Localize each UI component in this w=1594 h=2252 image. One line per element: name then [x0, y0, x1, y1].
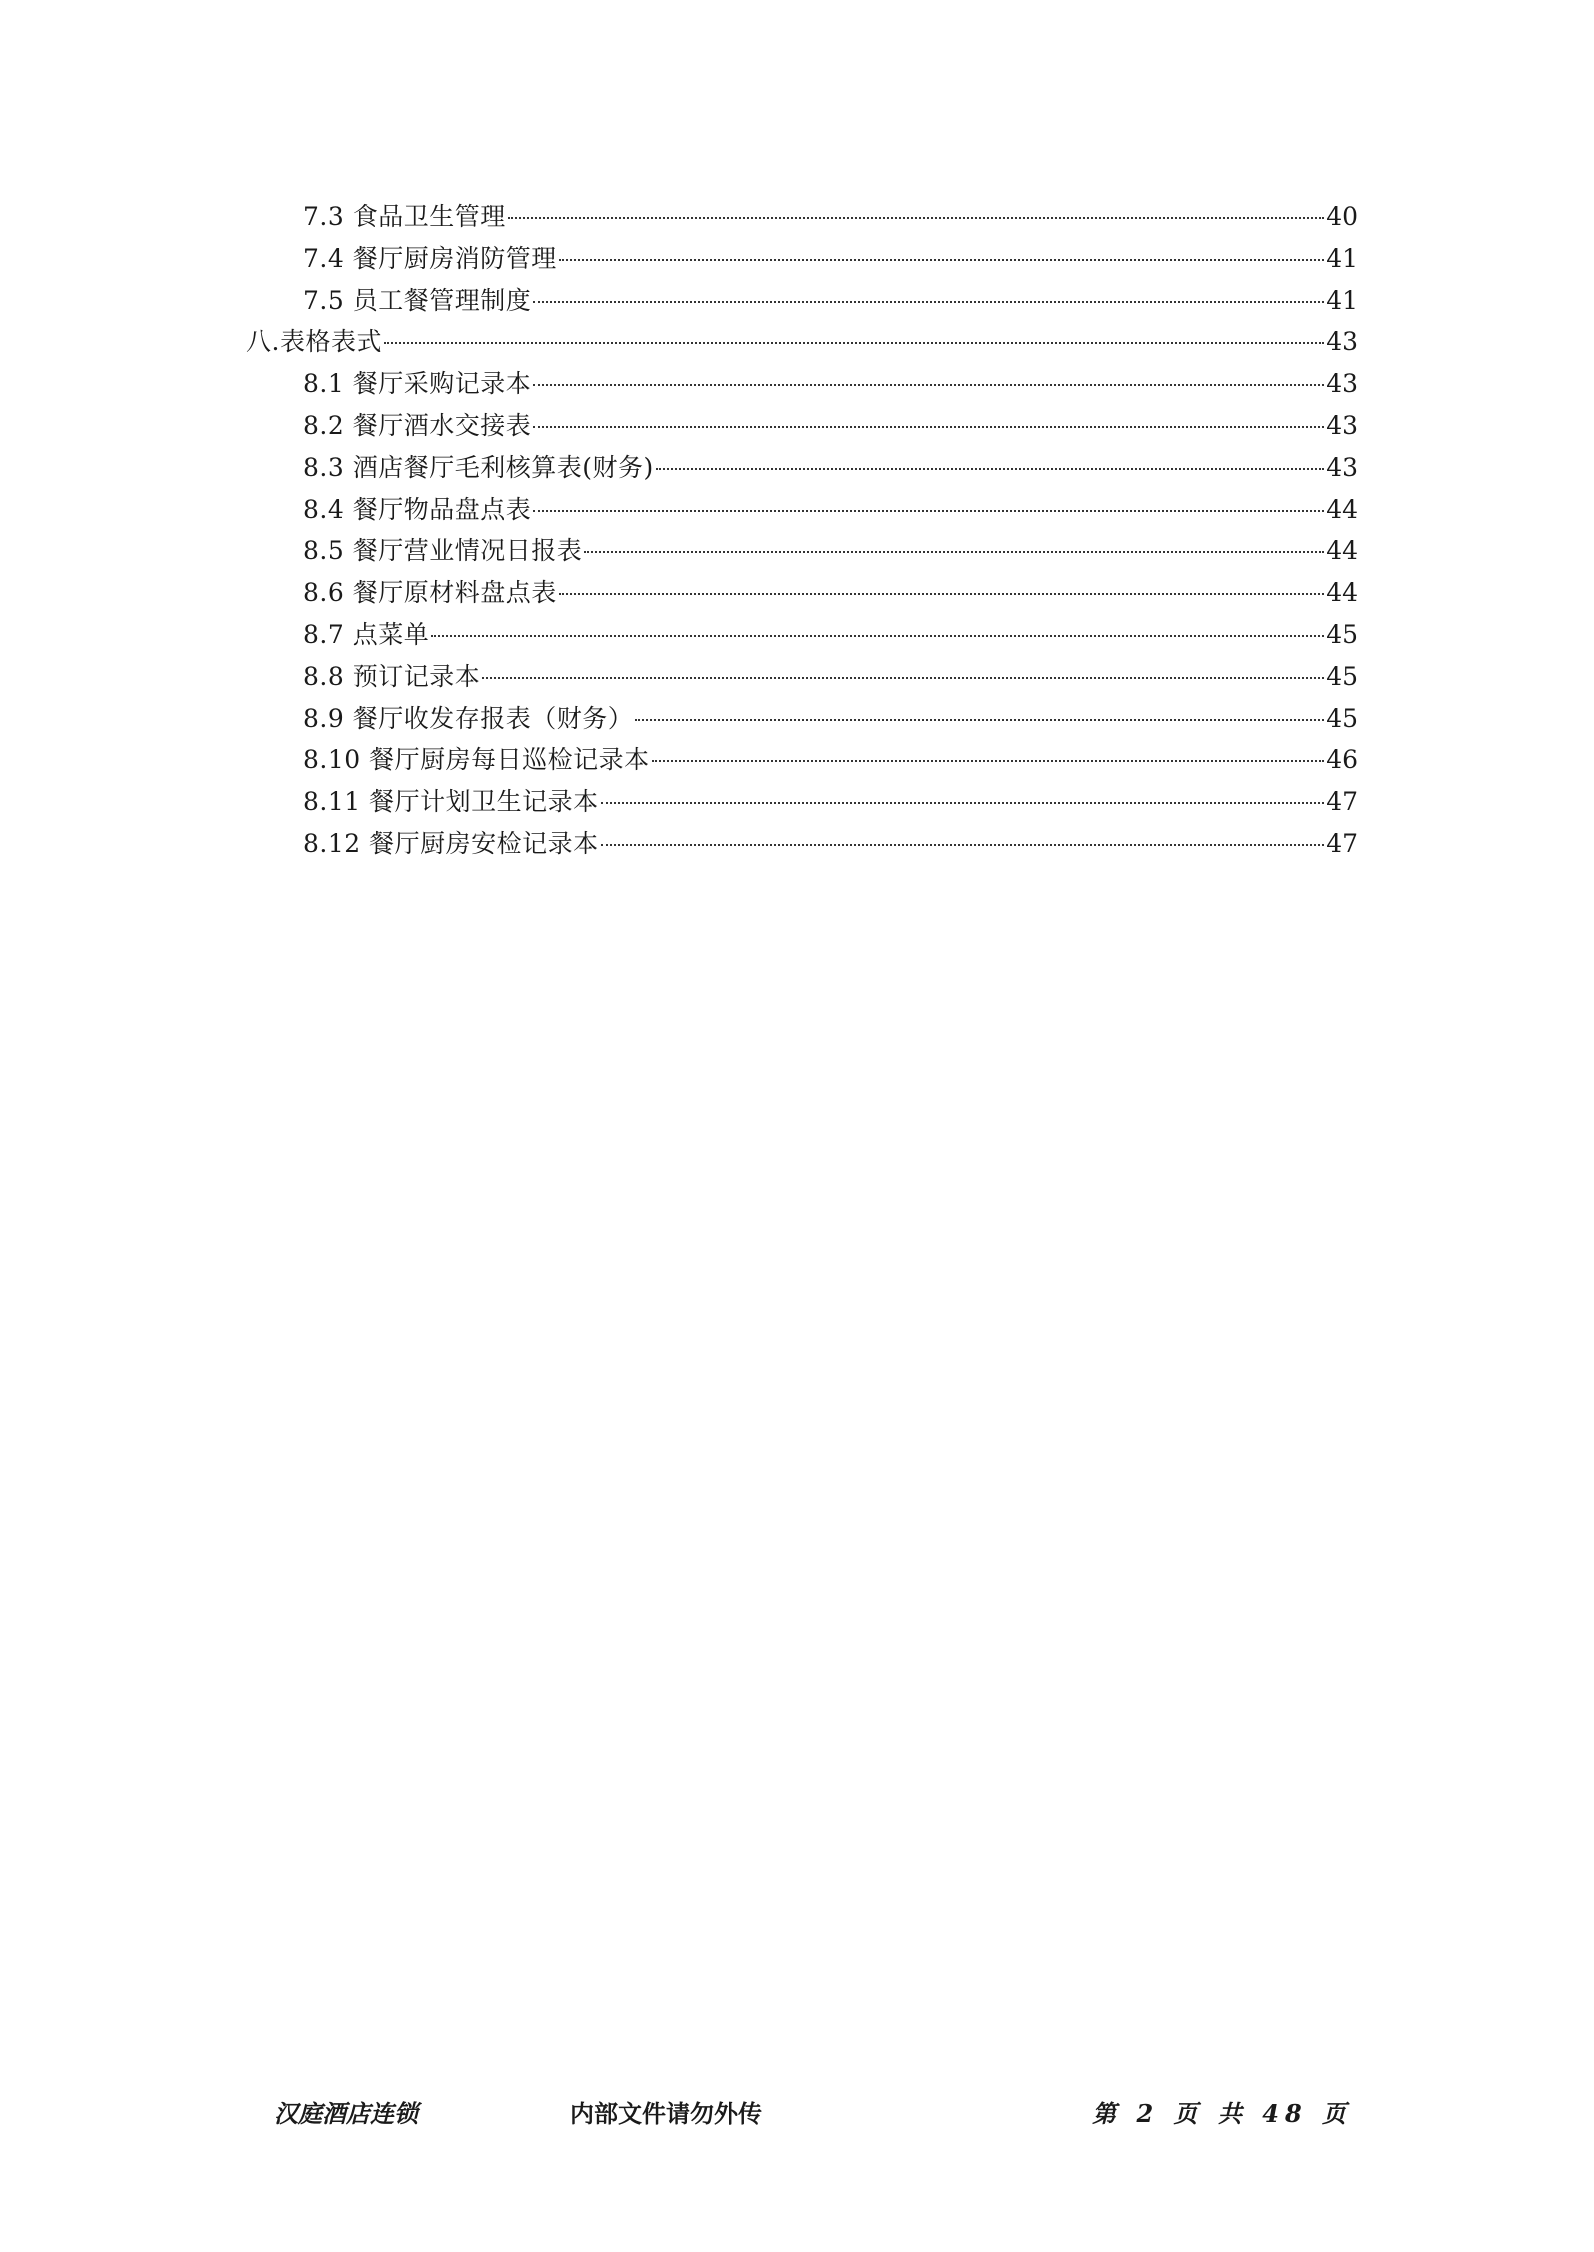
toc-dot-leader	[431, 635, 1324, 637]
toc-entry-page-number: 46	[1326, 745, 1358, 775]
toc-entry-page-number: 40	[1326, 202, 1358, 231]
toc-entry-page-number: 44	[1326, 494, 1358, 524]
toc-dot-leader	[559, 259, 1324, 261]
toc-entry-title: 7.5 员工餐管理制度	[303, 285, 532, 315]
footer-page-info: 第 2 页 共 48 页	[1092, 2099, 1352, 2128]
toc-entry-title: 8.10 餐厅厨房每日巡检记录本	[303, 745, 650, 775]
toc-entry[interactable]	[246, 614, 1358, 656]
toc-entry-page-number: 43	[1326, 410, 1358, 440]
toc-entry[interactable]	[246, 656, 1358, 698]
footer-notice: 内部文件请勿外传	[570, 2099, 762, 2128]
toc-entry[interactable]	[246, 196, 1358, 238]
toc-entry-title: 7.3 食品卫生管理	[303, 202, 506, 231]
toc-dot-leader	[533, 301, 1324, 303]
toc-entry[interactable]	[246, 781, 1358, 823]
toc-entry-page-number: 41	[1326, 243, 1358, 273]
toc-entry[interactable]	[246, 363, 1358, 405]
toc-dot-leader	[384, 342, 1324, 344]
toc-entry[interactable]	[246, 489, 1358, 531]
toc-dot-leader	[508, 217, 1324, 219]
toc-dot-leader	[533, 384, 1324, 386]
toc-entry[interactable]	[246, 698, 1358, 740]
toc-dot-leader	[601, 844, 1325, 846]
toc-entry[interactable]	[246, 447, 1358, 489]
toc-entry-title: 八.表格表式	[246, 327, 382, 357]
toc-entry-title: 8.5 餐厅营业情况日报表	[303, 536, 583, 566]
toc-dot-leader	[584, 551, 1324, 553]
toc-entry-title: 8.3 酒店餐厅毛利核算表(财务)	[303, 452, 654, 482]
toc-entry[interactable]	[246, 238, 1358, 280]
toc-dot-leader	[652, 760, 1325, 762]
toc-entry-title: 7.4 餐厅厨房消防管理	[303, 243, 557, 273]
toc-entry[interactable]	[246, 739, 1358, 781]
toc-entry-title: 8.2 餐厅酒水交接表	[303, 410, 532, 440]
toc-entry-page-number: 45	[1326, 703, 1358, 733]
toc-entry-page-number: 47	[1326, 787, 1358, 817]
toc-entry-page-number: 45	[1326, 661, 1358, 691]
toc-dot-leader	[559, 593, 1324, 595]
table-of-contents	[246, 196, 1358, 865]
toc-dot-leader	[533, 510, 1324, 512]
toc-entry-page-number: 44	[1326, 536, 1358, 566]
toc-entry-page-number: 43	[1326, 327, 1358, 357]
toc-entry-title: 8.11 餐厅计划卫生记录本	[303, 787, 599, 817]
toc-entry-page-number: 47	[1326, 828, 1358, 858]
toc-entry-title: 8.9 餐厅收发存报表（财务）	[303, 703, 634, 733]
toc-entry[interactable]	[246, 405, 1358, 447]
footer-company: 汉庭酒店连锁	[274, 2099, 418, 2128]
toc-entry-title: 8.7 点菜单	[303, 619, 430, 649]
toc-entry-title: 8.6 餐厅原材料盘点表	[303, 578, 557, 608]
toc-entry-page-number: 45	[1326, 619, 1358, 649]
page-footer	[0, 2094, 1594, 2134]
toc-dot-leader	[601, 802, 1325, 804]
toc-entry-title: 8.12 餐厅厨房安检记录本	[303, 828, 599, 858]
toc-entry-page-number: 44	[1326, 578, 1358, 608]
toc-entry[interactable]	[246, 572, 1358, 614]
toc-entry-page-number: 41	[1326, 285, 1358, 315]
toc-entry[interactable]	[246, 321, 1358, 363]
toc-entry-title: 8.1 餐厅采购记录本	[303, 369, 532, 399]
toc-entry[interactable]	[246, 530, 1358, 572]
toc-dot-leader	[635, 719, 1324, 721]
toc-dot-leader	[482, 677, 1324, 679]
toc-entry-title: 8.8 预订记录本	[303, 661, 481, 691]
toc-entry-title: 8.4 餐厅物品盘点表	[303, 494, 532, 524]
toc-entry[interactable]	[246, 823, 1358, 865]
toc-dot-leader	[656, 468, 1324, 470]
toc-entry-page-number: 43	[1326, 452, 1358, 482]
toc-entry-page-number: 43	[1326, 369, 1358, 399]
toc-entry[interactable]	[246, 280, 1358, 322]
toc-dot-leader	[533, 426, 1324, 428]
